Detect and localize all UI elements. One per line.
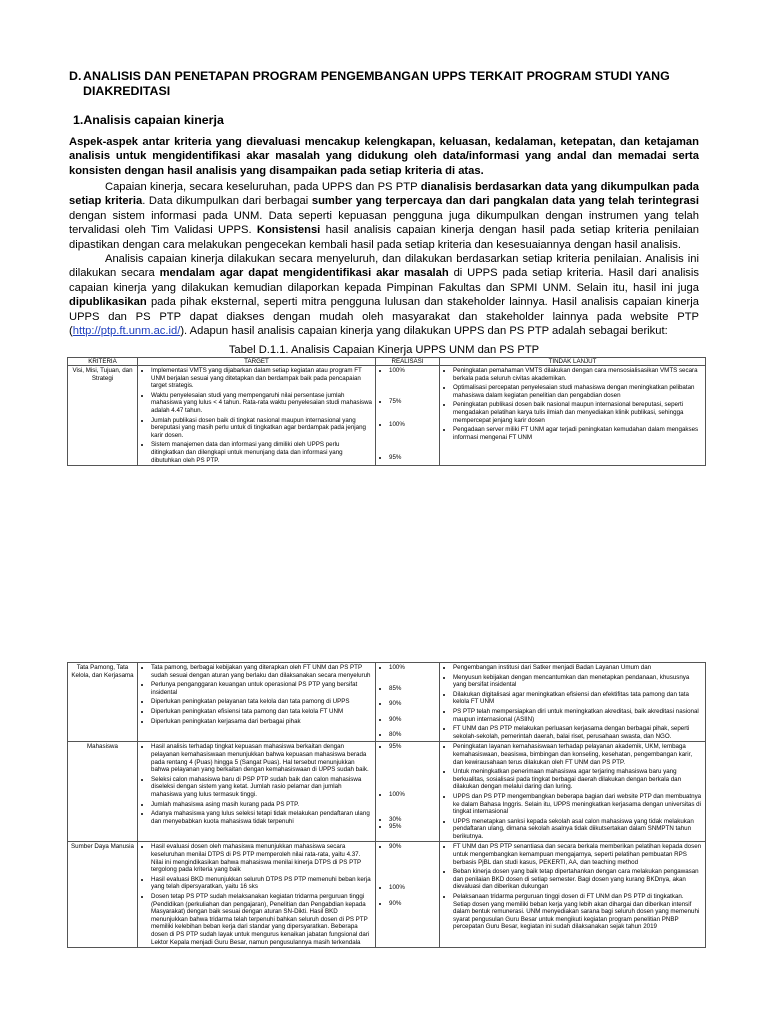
list-item: • Jumlah mahasiswa asing masih kurang pada PS PTP. [151, 801, 372, 809]
list-item: • Hasil evaluasi BKD menunjukkan seluruh DTPS PS PTP memenuhi beban kerja yang telah dipersyaratkan, yaitu 16 sks [151, 876, 372, 891]
tindak-lanjut-cell [440, 742, 706, 842]
realisasi-cell [376, 742, 440, 842]
list-item: • 100% [389, 791, 436, 799]
paragraph-1: Capaian kinerja, secara keseluruhan, pada UPPS dan PS PTP dianalisis berdasarkan data yang dikumpulkan pada setiap kriteria. Data dikumpulkan dari berbagai sumber yang terpercaya dan dari pangkalan data yang telah terintegrasi dengan sistem informasi pada UNM. Data seperti kepuasan pengguna juga dikumpulkan dengan instrumen yang telah tervalidasi oleh Tim Validasi UPPS. Konsistensi hasil analisis capaian kinerja dengan hasil pada setiap kriteria penilaian dipastikan dengan cara melakukan pengecekan kembali hasil pada setiap kriteria dan kesesuaiannya dengan hasil analisis. [69, 181, 700, 251]
table-row [68, 663, 706, 742]
list-item: • 100% [389, 367, 436, 375]
list-item: • 100% [389, 664, 436, 672]
section-number: D. [69, 69, 82, 83]
table-row [68, 742, 706, 842]
realisasi-cell [376, 366, 440, 466]
list-item: • 30% [389, 816, 436, 824]
list-item: • PS PTP telah mempersiapkan diri untuk meningkatkan akreditasi, baik akreditasi nasional maupun internasional (ASIIN) [453, 708, 702, 723]
list-item: • UPPS dan PS PTP mengembangkan beberapa bagian dari website PTP dan membuatnya ke dalam Bahasa Inggris. Selain itu, UPPS meningkatkan kerjasama dengan universitas di tingkat internasional [453, 793, 702, 816]
kriteria-cell: Visi, Misi, Tujuan, dan Strategi [68, 366, 138, 466]
section-heading [69, 69, 699, 99]
tindak-lanjut-cell [440, 366, 706, 466]
tindak-lanjut-cell [440, 842, 706, 948]
realisasi-cell [376, 842, 440, 948]
list-item: • Seleksi calon mahasiswa baru di PSP PTP sudah baik dan calon mahasiswa diseleksi dengan sistem yang ketat. Jumlah rasio pelamar dan jumlah mahasiswa yang lulus termasuk tinggi. [151, 776, 372, 799]
list-item: • Menyusun kebijakan dengan mencantumkan dan menetapkan pendanaan, khususnya yang bersifat insidental [453, 674, 702, 689]
list-item: • Peningkatan pemahaman VMTS dilakukan dengan cara mensosialisasikan VMTS secara berkala pada seluruh civitas akademikan. [453, 367, 702, 382]
list-item: • 75% [389, 398, 436, 406]
target-cell [138, 366, 376, 466]
list-item: • Sistem manajemen data dan informasi yang dimiliki oleh UPPS perlu ditingkatkan dan dilengkapi untuk menunjang data dan informasi yang dibutuhkan oleh PS PTP. [151, 441, 372, 464]
list-item: • 80% [389, 731, 436, 739]
list-item: • FT UNM dan PS PTP melakukan perluasan kerjasama dengan berbagai pihak, seperti sekolah-sekolah, pemerintah daerah, balai riset, perusahaan swasta, dan NGO. [453, 725, 702, 740]
header-kriteria: KRITERIA [68, 358, 138, 366]
list-item: • Pengadaan server miliki FT UNM agar terjadi peningkatan kemudahan dalam mengakses informasi mengenai FT UNM [453, 426, 702, 441]
target-cell [138, 742, 376, 842]
list-item: • Implementasi VMTS yang dijabarkan dalam setiap kegiatan atau program FT UNM berjalan sesuai yang ditetapkan dan berdampak baik pada pencapaian target strategis. [151, 367, 372, 390]
subsection-title: 1.Analisis capaian kinerja [73, 113, 224, 127]
target-cell [138, 663, 376, 742]
list-item: • Hasil evaluasi dosen oleh mahasiswa menunjukkan mahasiswa secara keseluruhan menilai DTPS di PS PTP memperoleh nilai rata-rata, yaitu 4.37. Nilai ini mengindikasikan bahwa mahasiswa menilai kinerja DTPS di PS PTP tergolong pada kriteria yang baik [151, 843, 372, 873]
list-item: • 95% [389, 823, 436, 831]
list-item: • 90% [389, 900, 436, 908]
table-header-row [68, 358, 706, 366]
list-item: • Waktu penyelesaian studi yang mempengaruhi nilai persentase jumlah mahasiswa yang lulus < 4 tahun. Rata-rata waktu penyelesaian studi mahasiswa adalah 4.47 tahun. [151, 392, 372, 415]
paragraph-2: Analisis capaian kinerja dilakukan secara menyeluruh, dan dilakukan berdasarkan setiap kriteria penilaian. Analisis ini dilakukan secara mendalam agar dapat mengidentifikasi akar masalah di UPPS pada setiap kriteria. Hasil dari analisis capaian kinerja yang dilakukan kemudian dilaporkan kepada Pimpinan Fakultas dan SPMI UNM. Selain itu, hasil ini juga dipublikasikan pada pihak eksternal, seperti mitra pengguna lulusan dan stakeholder lainnya. Hasil analisis capaian kinerja UPPS dan PS PTP dapat diakses dengan mudah oleh masyarakat dan stakeholder lainnya pada website PTP (http://ptp.ft.unm.ac.id/). Adapun hasil analisis capaian kinerja yang dilakukan UPPS dan PS PTP adalah sebagai berikut: [69, 253, 699, 338]
section-title-line1: ANALISIS DAN PENETAPAN PROGRAM PENGEMBANGAN UPPS TERKAIT PROGRAM STUDI YANG [83, 69, 670, 83]
list-item: • Peningkatan layanan kemahasiswaan terhadap pelayanan akademik, UKM, lembaga kemahasiswaan, beasiswa, bimbingan dan konseling, kesehatan, pengembangan karir, dan kewirausahaan terus dilakukan oleh FT UNM dan PS PTP. [453, 743, 702, 766]
list-item: • Adanya mahasiswa yang lulus seleksi tetapi tidak melakukan pendaftaran ulang dan menyebabkan kuota mahasiswa tidak terpenuhi [151, 810, 372, 825]
list-item: • Diperlukan peningkatan efisiensi tata pamong dan tata kelola FT UNM [151, 708, 372, 716]
list-item: • 90% [389, 700, 436, 708]
intro-paragraph: Aspek-aspek antar kriteria yang dievaluasi mencakup kelengkapan, keluasan, kedalaman, ketepatan, dan ketajaman analisis untuk mengidentifikasi akar masalah yang didukung oleh data/informasi yang andal dan memadai serta konsisten dengan hasil analisis yang disampaikan pada setiap kriteria di atas. [69, 136, 699, 177]
list-item: • Dosen tetap PS PTP sudah melaksanakan kegiatan tridarma perguruan tinggi (Pendidikan (perkuliahan dan pengajaran), Penelitian dan Pengabdian kepada Masyarakat) dengan baik sesuai dengan aturan SN-Dikti. Hasil BKD menunjukkan bahwa tridarma telah terpenuhi bahkan seluruh dosen di PS PTP memiliki kelebihan beban kerja dari standar yang dipersyaratkan. Beberapa dosen di PS PTP sudah layak untuk mengurus kenaikan jabatan fungsional dari Lektor Kepala menjadi Guru Besar, namun pengusulannya masih terkendala [151, 893, 372, 946]
list-item: • Tata pamong, berbagai kebijakan yang diterapkan oleh FT UNM dan PS PTP sudah sesuai dengan aturan yang berlaku dan dilaksanakan secara menyeluruh [151, 664, 372, 679]
list-item: • 100% [389, 421, 436, 429]
list-item: • 95% [389, 454, 436, 462]
header-target: TARGET [138, 358, 376, 366]
kriteria-cell: Sumber Daya Manusia [68, 842, 138, 948]
section-title-line2: DIAKREDITASI [83, 84, 171, 98]
list-item: • Jumlah publikasi dosen baik di tingkat nasional maupun internasional yang bereputasi yang masih perlu untuk di tingkatkan agar berdampak pada jenjang karir dosen. [151, 417, 372, 440]
list-item: • 100% [389, 884, 436, 892]
list-item: • Hasil analisis terhadap tingkat kepuasan mahasiswa berkaitan dengan pelayanan kemahasiswaan menunjukkan bahwa kepuasan mahasiswa berada pada rentang 4 (Puas) hingga 5 (Sangat Puas). Hal tersebut menunjukkan bahwa pelayanan yang berkaitan dengan kemahasiswaan di UPPS sudah baik. [151, 743, 372, 773]
list-item: • Diperlukan peningkatan pelayanan tata kelola dan tata pamong di UPPS [151, 698, 372, 706]
tindak-lanjut-cell [440, 663, 706, 742]
target-cell [138, 842, 376, 948]
list-item: • 90% [389, 843, 436, 851]
kriteria-cell: Tata Pamong, Tata Kelola, dan Kerjasama [68, 663, 138, 742]
list-item: • Optimalisasi percepatan penyelesaian studi mahasiswa dengan meningkatkan pelibatan mahasiswa dalam kegiatan penelitian dan pengabdian dosen [453, 384, 702, 399]
list-item: • UPPS menetapkan sanksi kepada sekolah asal calon mahasiswa yang tidak melakukan pendaftaran ulang, dimana sekolah asalnya tidak diikutsertakan dalam SNMPTN tahun berikutnya. [453, 818, 702, 841]
list-item: • FT UNM dan PS PTP senantiasa dan secara berkala memberikan pelatihan kepada dosen untuk mengembangkan kemampuan mengajarnya, seperti pelatihan pembuatan RPS berbasis PjBL dan studi kasus, PEKERTI, AA, dan teaching method [453, 843, 702, 866]
list-item: • Dilakukan digitalisasi agar meningkatkan efisiensi dan efektifitas tata pamong dan tata kelola FT UNM [453, 691, 702, 706]
realisasi-cell [376, 663, 440, 742]
list-item: • Pelaksanaan tridarma perguruan tinggi dosen di FT UNM dan PS PTP di tingkatkan. Setiap dosen yang memiliki beban kerja yang lebih akan dihargai dan diberikan intensif dalam bentuk remunerasi. UNM menyediakan sarana bagi seluruh dosen yang memenuhi syarat pengusulan Guru Besar untuk mengikuti kegiatan program penelitian PNBP percepatan Guru Besar, kegiatan ini sudah dilaksanakan sejak tahun 2019 [453, 893, 702, 931]
list-item: • 95% [389, 743, 436, 751]
list-item: • Beban kinerja dosen yang baik tetap dipertahankan dengan cara melakukan pengawasan dan penilaian BKD dosen di setiap semester. Bagi dosen yang kurang BKDnya, akan dievaluasi dan diberikan dukungan [453, 868, 702, 891]
website-link[interactable]: http://ptp.ft.unm.ac.id/ [72, 325, 181, 338]
table-caption: Tabel D.1.1. Analisis Capaian Kinerja UPPS UNM dan PS PTP [228, 344, 540, 356]
list-item: • 90% [389, 716, 436, 724]
table-row [68, 366, 706, 466]
list-item: • Untuk meningkatkan penerimaan mahasiswa agar terjaring mahasiswa baru yang berkualitas, sosialisasi pada tingkat berbagai daerah dilakukan dengan berkala dan dilakukan dengan melalui daring dan luring. [453, 768, 702, 791]
list-item: • Perlunya penganggaran keuangan untuk operasional PS PTP yang bersifat insidental [151, 681, 372, 696]
table-row [68, 842, 706, 948]
list-item: • Pengembangan institusi dari Satker menjadi Badan Layanan Umum dan [453, 664, 702, 672]
analysis-table-part1 [67, 357, 706, 466]
analysis-table-part2 [67, 662, 706, 948]
kriteria-cell: Mahasiswa [68, 742, 138, 842]
list-item: • 85% [389, 685, 436, 693]
header-realisasi: REALISASI [376, 358, 440, 366]
header-tindak-lanjut: TINDAK LANJUT [440, 358, 706, 366]
list-item: • Diperlukan peningkatan kerjasama dari berbagai pihak [151, 718, 372, 726]
list-item: • Peningkatan publikasi dosen baik nasional maupun internasional bereputasi, seperti mengadakan pelatihan karya tulis ilmiah dan menyediakan klinik publikasi, sehingga mempercepat jenjang karir dosen [453, 401, 702, 424]
